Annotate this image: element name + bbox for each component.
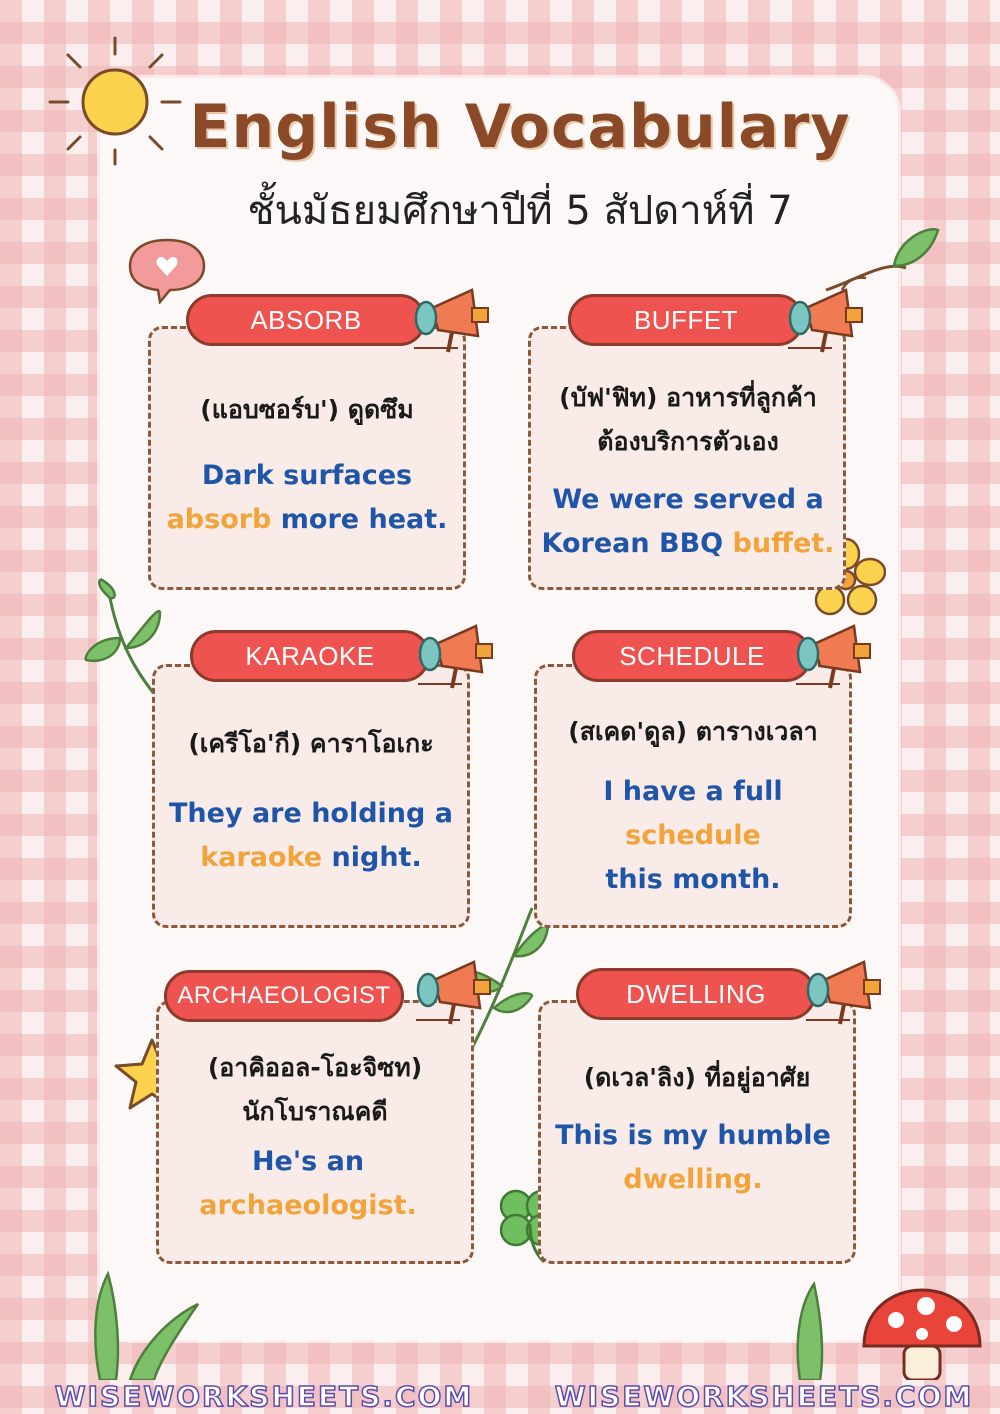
example-line [148,498,466,542]
megaphone-icon [408,278,498,358]
example-sentence [520,478,856,566]
watermark-bar [0,1378,1000,1414]
megaphone-icon [790,614,880,694]
example-text: Korean BBQ [541,528,733,559]
grass-right-icon [780,1280,850,1380]
word-label-dwelling: DWELLING [576,968,816,1020]
watermark [27,1380,474,1413]
example-sentence [148,454,466,542]
page-title: English Vocabulary [189,92,851,162]
logo-icon [27,1385,49,1407]
thai-line: (อาคิออล-โอะจิซท) [207,1053,423,1082]
example-line: He's an [251,1146,365,1177]
thai-definition: (แอบซอร์บ') ดูดซึม [200,395,414,424]
thai-definition [156,1046,474,1134]
mushroom-icon [856,1286,986,1380]
example-sentence [156,1140,460,1228]
thai-definition: (สเคด'ดูล) ตารางเวลา [568,717,818,746]
example-line: Dark surfaces [201,460,413,491]
logo-icon [527,1385,549,1407]
word-label-buffet: BUFFET [568,294,804,346]
word-label-schedule: SCHEDULE [572,630,812,682]
word-label-absorb: ABSORB [186,294,426,346]
example-line: dwelling. [623,1164,763,1195]
example-line: I have a full [603,776,783,807]
example-sentence [538,1114,848,1202]
example-sentence [534,770,852,902]
example-line [152,836,470,880]
watermark [527,1380,974,1413]
example-line: this month. [605,864,781,895]
megaphone-icon [782,278,872,358]
heart-bubble-icon [126,236,208,304]
word-label-archaeologist: ARCHAEOLOGIST [164,970,404,1022]
thai-definition: (เครีโอ'กี) คาราโอเกะ [188,729,434,758]
highlight-word: buffet. [732,528,835,559]
thai-line: ต้องบริการตัวเอง [597,427,779,456]
example-text: more heat. [271,504,448,535]
example-line: We were served a [552,484,824,515]
watermark-text: WISEWORKSHEETS.COM [54,1379,474,1413]
thai-line: นักโบราณคดี [242,1097,388,1126]
example-line [520,522,856,566]
megaphone-icon [410,950,500,1030]
example-sentence [152,792,470,880]
highlight-word: absorb [166,504,272,535]
word-label-karaoke: KARAOKE [190,630,430,682]
page-subtitle: ชั้นมัธยมศึกษาปีที่ 5 สัปดาห์ที่ 7 [247,188,793,234]
thai-definition: (ดเวล'ลิง) ที่อยู่อาศัย [583,1063,811,1092]
megaphone-icon [800,950,890,1030]
example-line: This is my humble [555,1120,831,1151]
example-text: night. [322,842,422,873]
example-line: They are holding a [169,798,453,829]
example-line: archaeologist. [199,1190,417,1221]
thai-definition [520,376,856,464]
thai-line: (บัฟ'ฟิท) อาหารที่ลูกค้า [559,383,817,412]
grass-left-icon [70,1270,220,1380]
megaphone-icon [412,614,502,694]
watermark-text: WISEWORKSHEETS.COM [554,1379,974,1413]
example-line: schedule [625,820,761,851]
highlight-word: karaoke [200,842,323,873]
